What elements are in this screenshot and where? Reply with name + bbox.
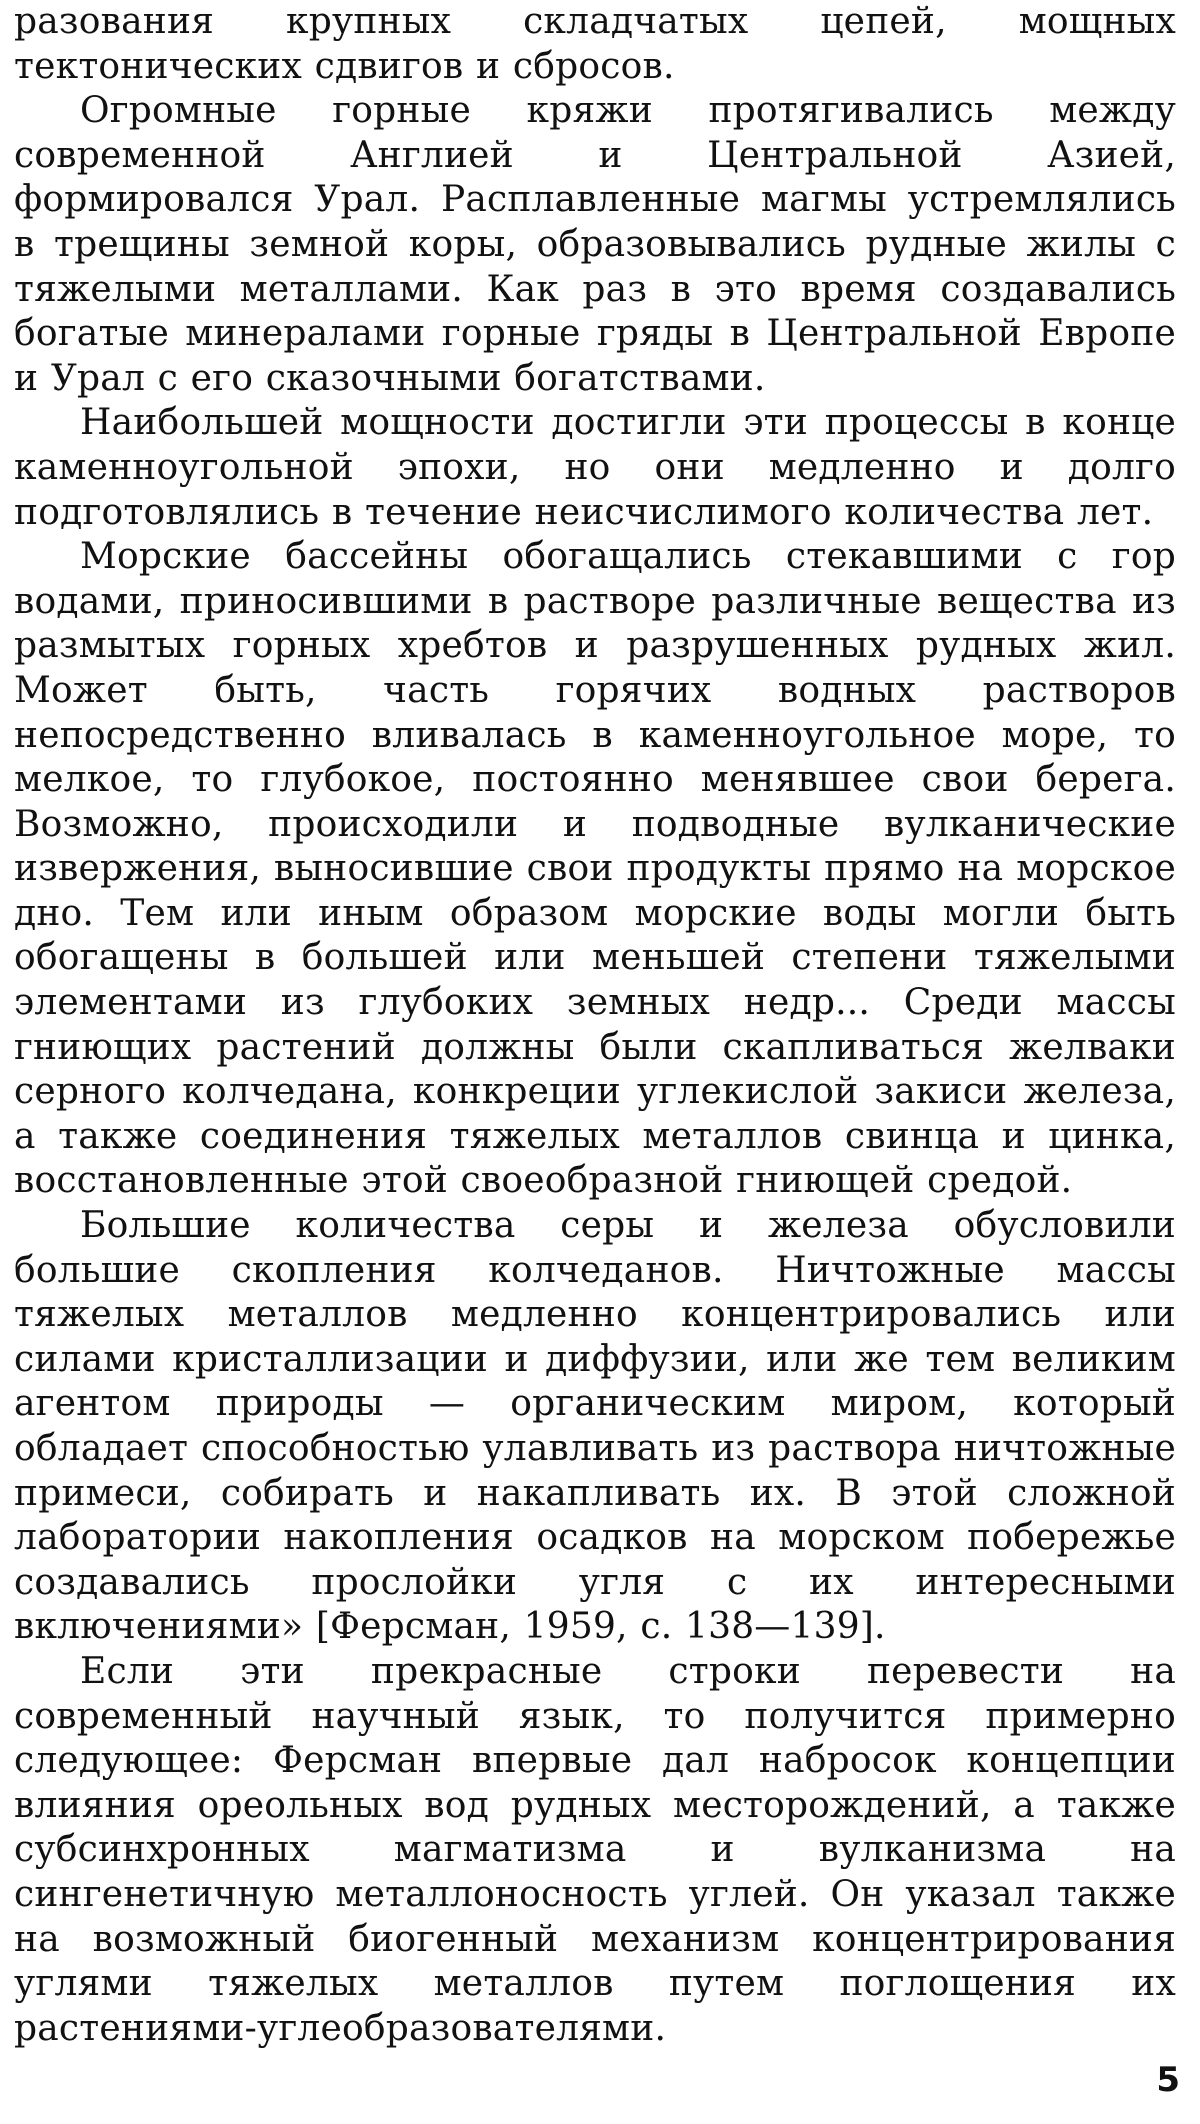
paragraph-greatest-power: Наибольшей мощности достигли эти процессы в конце каменноугольной эпохи, но они медленно и долго подготовлялись в течение неисчислимого количества лет. bbox=[14, 402, 1176, 533]
paragraph-continuation: разования крупных складчатых цепей, мощных тектонических сдвигов и сбросов. bbox=[14, 1, 1176, 87]
paragraph-modern-interpretation: Если эти прекрасные строки перевести на современный научный язык, то получится примерно следующее: Ферсман впервые дал набросок концепции влияния ореольных вод рудных месторождений, а также субсинхронных магматизма и вулканизма на сингенетичную металлоносность углей. Он указал также на возможный биогенный механизм концентрирования углями тяжелых металлов путем поглощения их растениями-углеобразователями. bbox=[14, 1650, 1176, 2049]
page-number: 5 bbox=[1156, 2060, 1180, 2100]
paragraph-sulfur-iron: Большие количества серы и железа обусловили большие скопления колчеданов. Ничтожные массы тяжелых металлов медленно концентрировались или силами кристаллизации и диффузии, или же тем великим агентом природы — органическим миром, который обладает способностью улавливать из раствора ничтожные примеси, собирать и накапливать их. В этой сложной лаборатории накопления осадков на морском побережье создавались прослойки угля с их интересными включениями» [Ферсман, 1959, с. 138—139]. bbox=[14, 1205, 1176, 1648]
page-body bbox=[14, 0, 1176, 2051]
paragraph-mountain-ridges: Огромные горные кряжи протягивались между современной Англией и Центральной Азией, формировался Урал. Расплавленные магмы устремлялись в трещины земной коры, образовывались рудные жилы с тяжелыми металлами. Как раз в это время создавались богатые минералами горные гряды в Центральной Европе и Урал с его сказочными богатствами. bbox=[14, 90, 1176, 399]
paragraph-sea-basins: Морские бассейны обогащались стекавшими с гор водами, приносившими в растворе различные вещества из размытых горных хребтов и разрушенных рудных жил. Может быть, часть горячих водных растворов непосредственно вливалась в каменноугольное море, то мелкое, то глубокое, постоянно менявшее свои берега. Возможно, происходили и подводные вулканические извержения, выносившие свои продукты прямо на морское дно. Тем или иным образом морские воды могли быть обогащены в большей или меньшей степени тяжелыми элементами из глубоких земных недр... Среди массы гниющих растений должны были скапливаться желваки серного колчедана, конкреции углекислой закиси железа, а также соединения тяжелых металлов свинца и цинка, восстановленные этой своеобразной гниющей средой. bbox=[14, 536, 1176, 1202]
